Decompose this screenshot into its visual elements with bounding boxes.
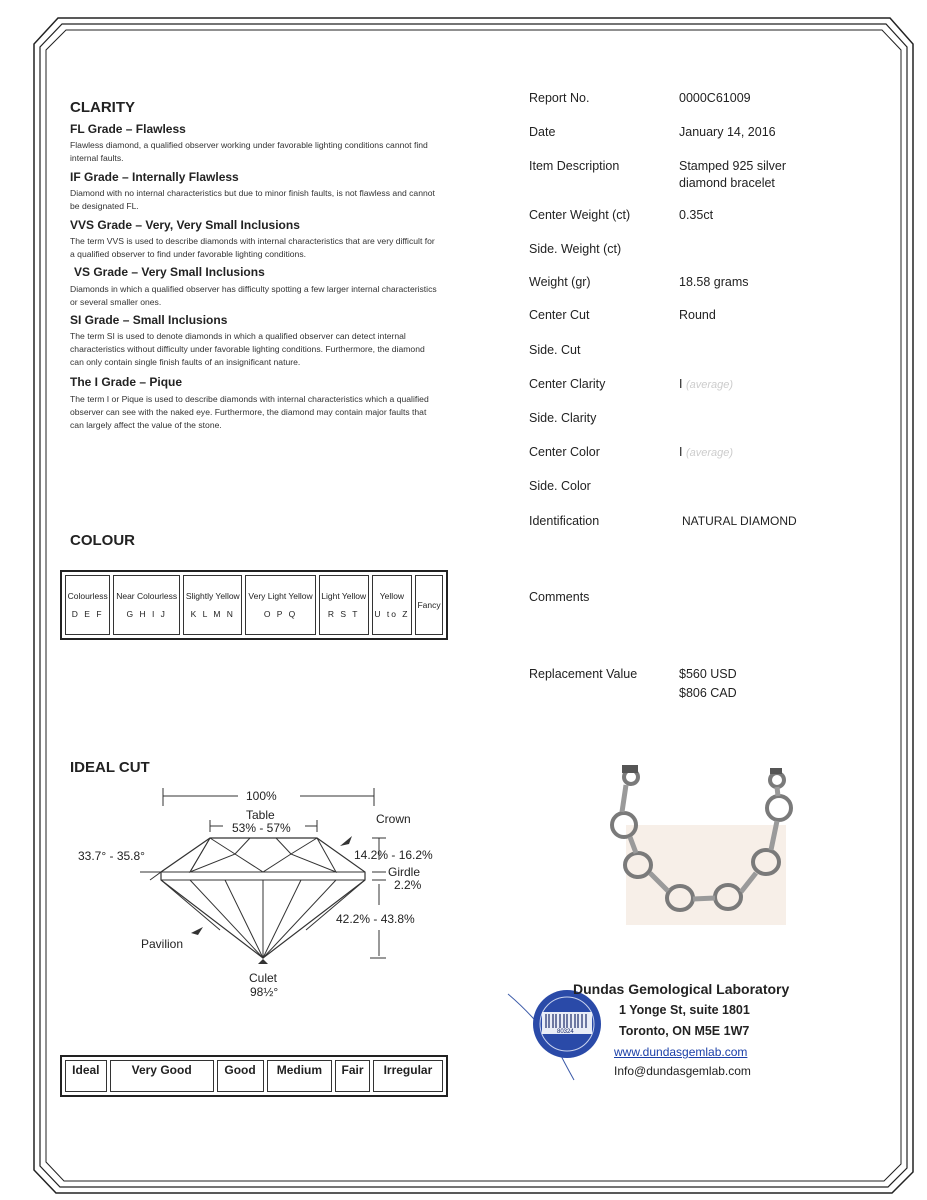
replacement-value-label: Replacement Value <box>529 667 638 681</box>
culet-label: Culet <box>249 971 278 985</box>
date-value: January 14, 2016 <box>679 125 776 139</box>
bracelet-photo <box>596 765 806 930</box>
side-clarity-label: Side. Clarity <box>529 411 597 425</box>
lab-address-1: 1 Yonge St, suite 1801 <box>619 1003 750 1017</box>
side-color-label: Side. Color <box>529 479 591 493</box>
center-color-note: (average) <box>685 447 734 459</box>
replacement-usd-value: $560 USD <box>679 667 737 681</box>
colour-cell-label: Fancy <box>417 600 441 610</box>
width-label: 100% <box>246 789 277 803</box>
lab-name: Dundas Gemological Laboratory <box>573 981 790 997</box>
colour-cell <box>65 575 110 635</box>
crown-height-label: 14.2% - 16.2% <box>354 848 433 862</box>
cut-grade-cell: Fair <box>335 1060 370 1092</box>
cut-grade-cell: Irregular <box>373 1060 443 1092</box>
item-description-label: Item Description <box>529 159 620 173</box>
table-range-label: 53% - 57% <box>232 821 291 835</box>
colour-cell <box>183 575 242 635</box>
lab-website-link[interactable]: www.dundasgemlab.com <box>614 1045 748 1059</box>
center-clarity-value <box>679 376 733 394</box>
identification-label: Identification <box>529 514 600 528</box>
grade-si-title: SI Grade – Small Inclusions <box>70 313 228 327</box>
colour-cell-label: Yellow <box>379 591 405 601</box>
center-clarity-note: (average) <box>685 379 734 391</box>
lab-email: Info@dundasgemlab.com <box>614 1064 751 1078</box>
grade-vvs-text: The term VVS is used to describe diamonds with internal characteristics that are very difficult for a qualified observer to find under favorable lighting conditions. <box>70 236 435 259</box>
grade-vs-text: Diamonds in which a qualified observer has difficulty spotting a few larger internal characteristics or several smaller ones. <box>70 284 437 307</box>
seal-number: 80324 <box>557 1029 574 1035</box>
cut-grade-cell: Good <box>217 1060 264 1092</box>
colour-cell-letters: D E F <box>71 609 104 619</box>
report-no-label: Report No. <box>529 91 590 105</box>
grade-if-text: Diamond with no internal characteristics but due to minor finish faults, is not flawless and cannot be designated FL. <box>70 188 435 211</box>
pavilion-depth-label: 42.2% - 43.8% <box>336 912 415 926</box>
colour-cell-label: Colourless <box>67 591 108 601</box>
cut-grade-table <box>60 1055 448 1097</box>
clarity-heading: CLARITY <box>70 99 135 116</box>
cut-grade-cell: Medium <box>267 1060 333 1092</box>
date-label: Date <box>529 125 556 139</box>
colour-cell-letters: K L M N <box>190 609 235 619</box>
center-weight-value: 0.35ct <box>679 208 714 222</box>
grade-fl-text: Flawless diamond, a qualified observer working under favorable lighting conditions cannot find internal faults. <box>70 140 428 163</box>
girdle-value-label: 2.2% <box>394 878 422 892</box>
grade-if-title: IF Grade – Internally Flawless <box>70 170 239 184</box>
weight-gr-label: Weight (gr) <box>529 275 591 289</box>
item-description-value: Stamped 925 silver diamond bracelet <box>679 159 787 190</box>
colour-cell <box>372 575 412 635</box>
side-cut-label: Side. Cut <box>529 343 581 357</box>
replacement-cad-value: $806 CAD <box>679 686 737 700</box>
center-cut-value: Round <box>679 308 716 322</box>
grade-fl-title: FL Grade – Flawless <box>70 122 186 136</box>
center-color-grade: I <box>679 445 683 459</box>
ideal-cut-heading: IDEAL CUT <box>70 759 150 776</box>
center-color-label: Center Color <box>529 445 600 459</box>
grade-vvs-title: VVS Grade – Very, Very Small Inclusions <box>70 218 300 232</box>
comments-label: Comments <box>529 590 590 604</box>
crown-angle-label: 33.7° - 35.8° <box>78 849 145 863</box>
identification-value: NATURAL DIAMOND <box>682 514 797 528</box>
colour-cell <box>319 575 369 635</box>
colour-cell-label: Very Light Yellow <box>248 591 313 601</box>
pavilion-label: Pavilion <box>141 937 184 951</box>
cut-grade-cell: Ideal <box>65 1060 107 1092</box>
table-label: Table <box>246 808 275 822</box>
colour-cell-letters: R S T <box>327 609 360 619</box>
crown-label: Crown <box>376 812 411 826</box>
side-weight-label: Side. Weight (ct) <box>529 242 622 256</box>
diamond-cut-diagram <box>60 780 460 1000</box>
colour-heading: COLOUR <box>70 532 135 549</box>
center-clarity-label: Center Clarity <box>529 377 606 391</box>
center-clarity-grade: I <box>679 377 683 391</box>
colour-cell-label: Near Colourless <box>116 591 178 601</box>
center-weight-label: Center Weight (ct) <box>529 208 631 222</box>
center-cut-label: Center Cut <box>529 308 590 322</box>
lab-address-2: Toronto, ON M5E 1W7 <box>619 1024 750 1038</box>
colour-cell-label: Slightly Yellow <box>185 591 240 601</box>
colour-cell-letters: O P Q <box>263 609 298 619</box>
cut-grade-cell: Very Good <box>110 1060 214 1092</box>
colour-cell <box>245 575 315 635</box>
grade-i-title: The I Grade – Pique <box>70 375 183 389</box>
culet-angle-label: 98½° <box>250 985 279 999</box>
weight-gr-value: 18.58 grams <box>679 275 749 289</box>
report-no-value: 0000C61009 <box>679 91 751 105</box>
colour-cell <box>113 575 180 635</box>
colour-cell-letters: G H I J <box>126 609 167 619</box>
girdle-label: Girdle <box>388 865 421 879</box>
grade-si-text: The term SI is used to denote diamonds in which a qualified observer can detect internal characteristics without difficulty under favorable lighting conditions. Furthermore, the diamond can only contain single finish faults of an insignificant nature. <box>70 331 425 367</box>
colour-cell-letters: U to Z <box>374 609 410 619</box>
grade-vs-title: VS Grade – Very Small Inclusions <box>74 265 265 279</box>
colour-cell-label: Light Yellow <box>321 591 367 601</box>
colour-scale-table <box>60 570 448 640</box>
colour-cell <box>415 575 443 635</box>
grade-i-text: The term I or Pique is used to describe diamonds with internal characteristics which a qualified observer can see with the naked eye. Furthermore, the diamond may contain major faults that can largely affect the value of the stone. <box>70 394 429 430</box>
center-color-value <box>679 444 733 462</box>
